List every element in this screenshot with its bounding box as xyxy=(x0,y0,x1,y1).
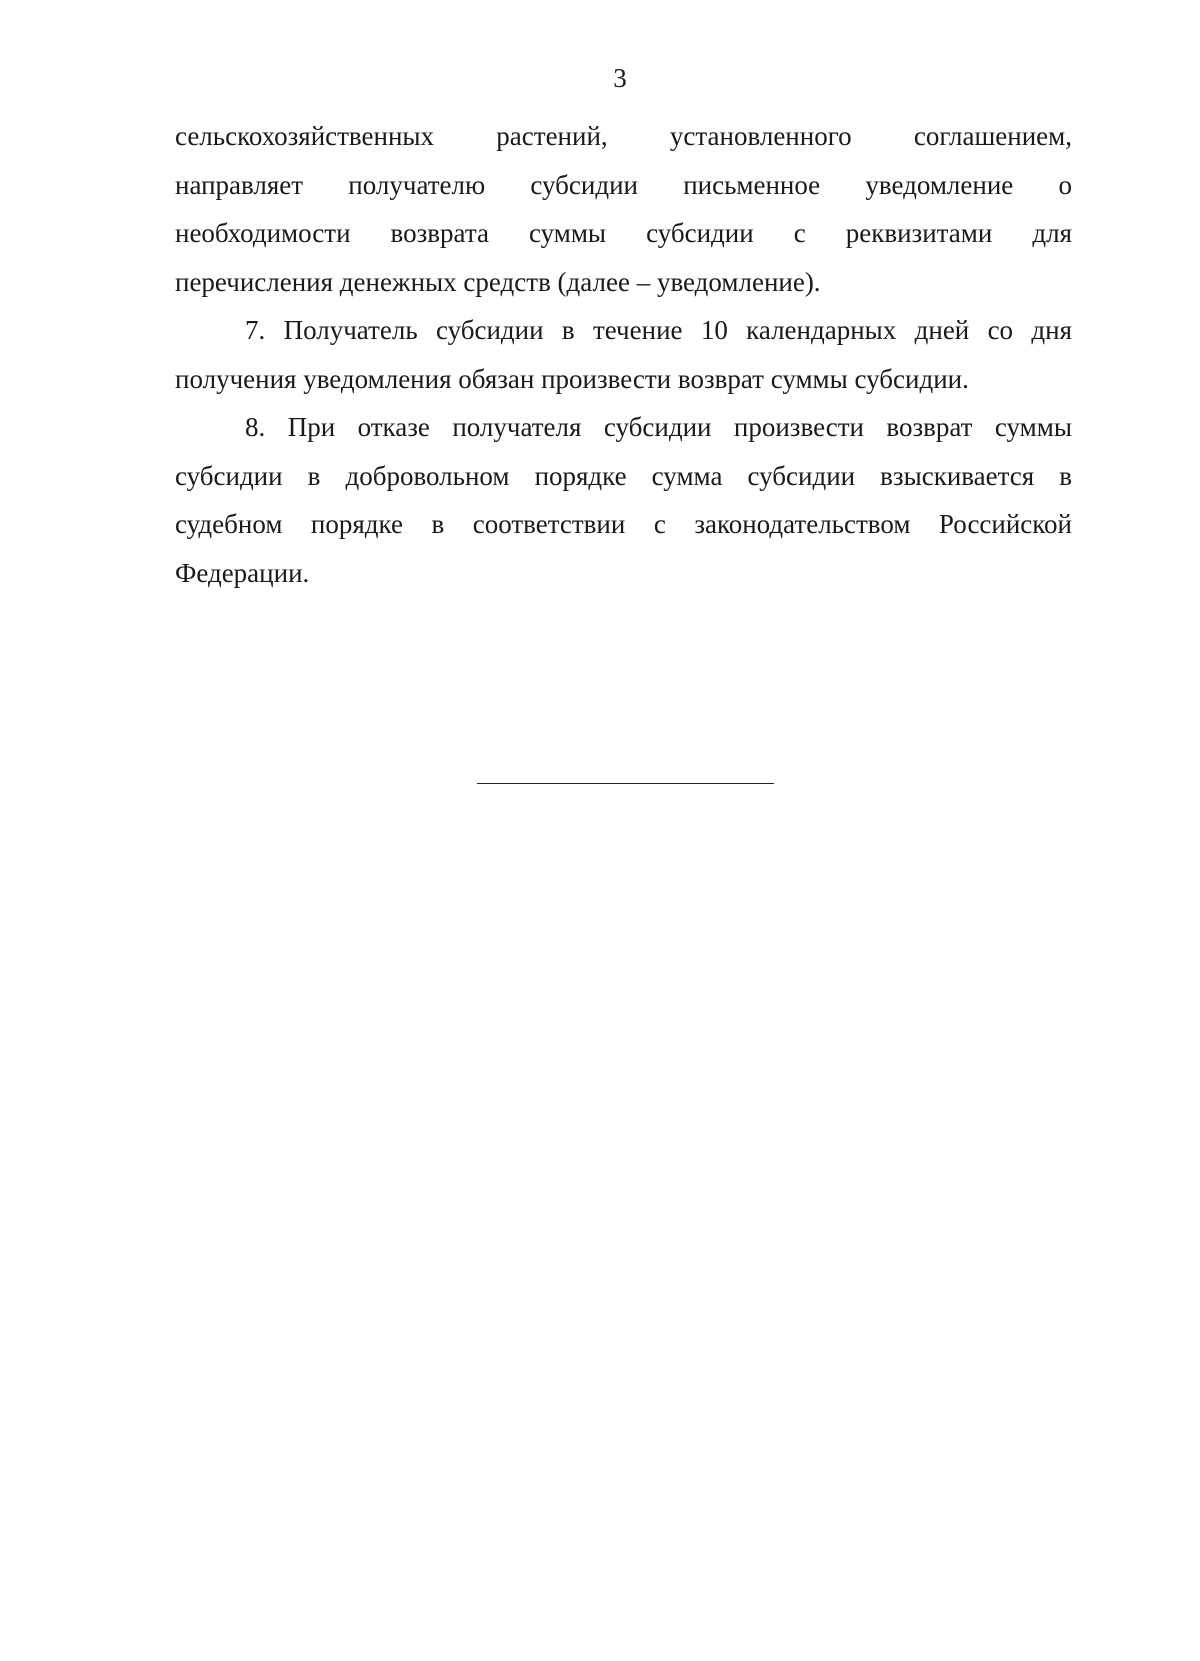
text-line: 8. При отказе получателя субсидии произвести возврат суммы xyxy=(245,412,1072,442)
text-line: 7. Получатель субсидии в течение 10 календарных дней со дня xyxy=(245,315,1072,345)
text-line: перечисления денежных средств (далее – уведомление). xyxy=(175,266,821,297)
text-line: необходимости возврата суммы субсидии с реквизитами для xyxy=(175,218,1072,248)
paragraph-continuation xyxy=(175,112,1072,306)
text-line: направляет получателю субсидии письменное уведомление о xyxy=(175,169,1072,200)
text-line: субсидии в добровольном порядке сумма субсидии взыскивается в xyxy=(175,460,1072,491)
text-line: получения уведомления обязан произвести возврат суммы субсидии. xyxy=(175,363,969,394)
text-line: Федерации. xyxy=(175,557,310,588)
document-body xyxy=(175,112,1072,597)
end-of-document-rule xyxy=(477,783,774,784)
text-line: сельскохозяйственных растений, установленного соглашением, xyxy=(175,121,1072,151)
text-line: судебном порядке в соответствии с законодательством Российской xyxy=(175,509,1072,539)
page-number: 3 xyxy=(613,63,627,93)
paragraph-item-7 xyxy=(175,306,1072,403)
paragraph-item-8 xyxy=(175,403,1072,597)
